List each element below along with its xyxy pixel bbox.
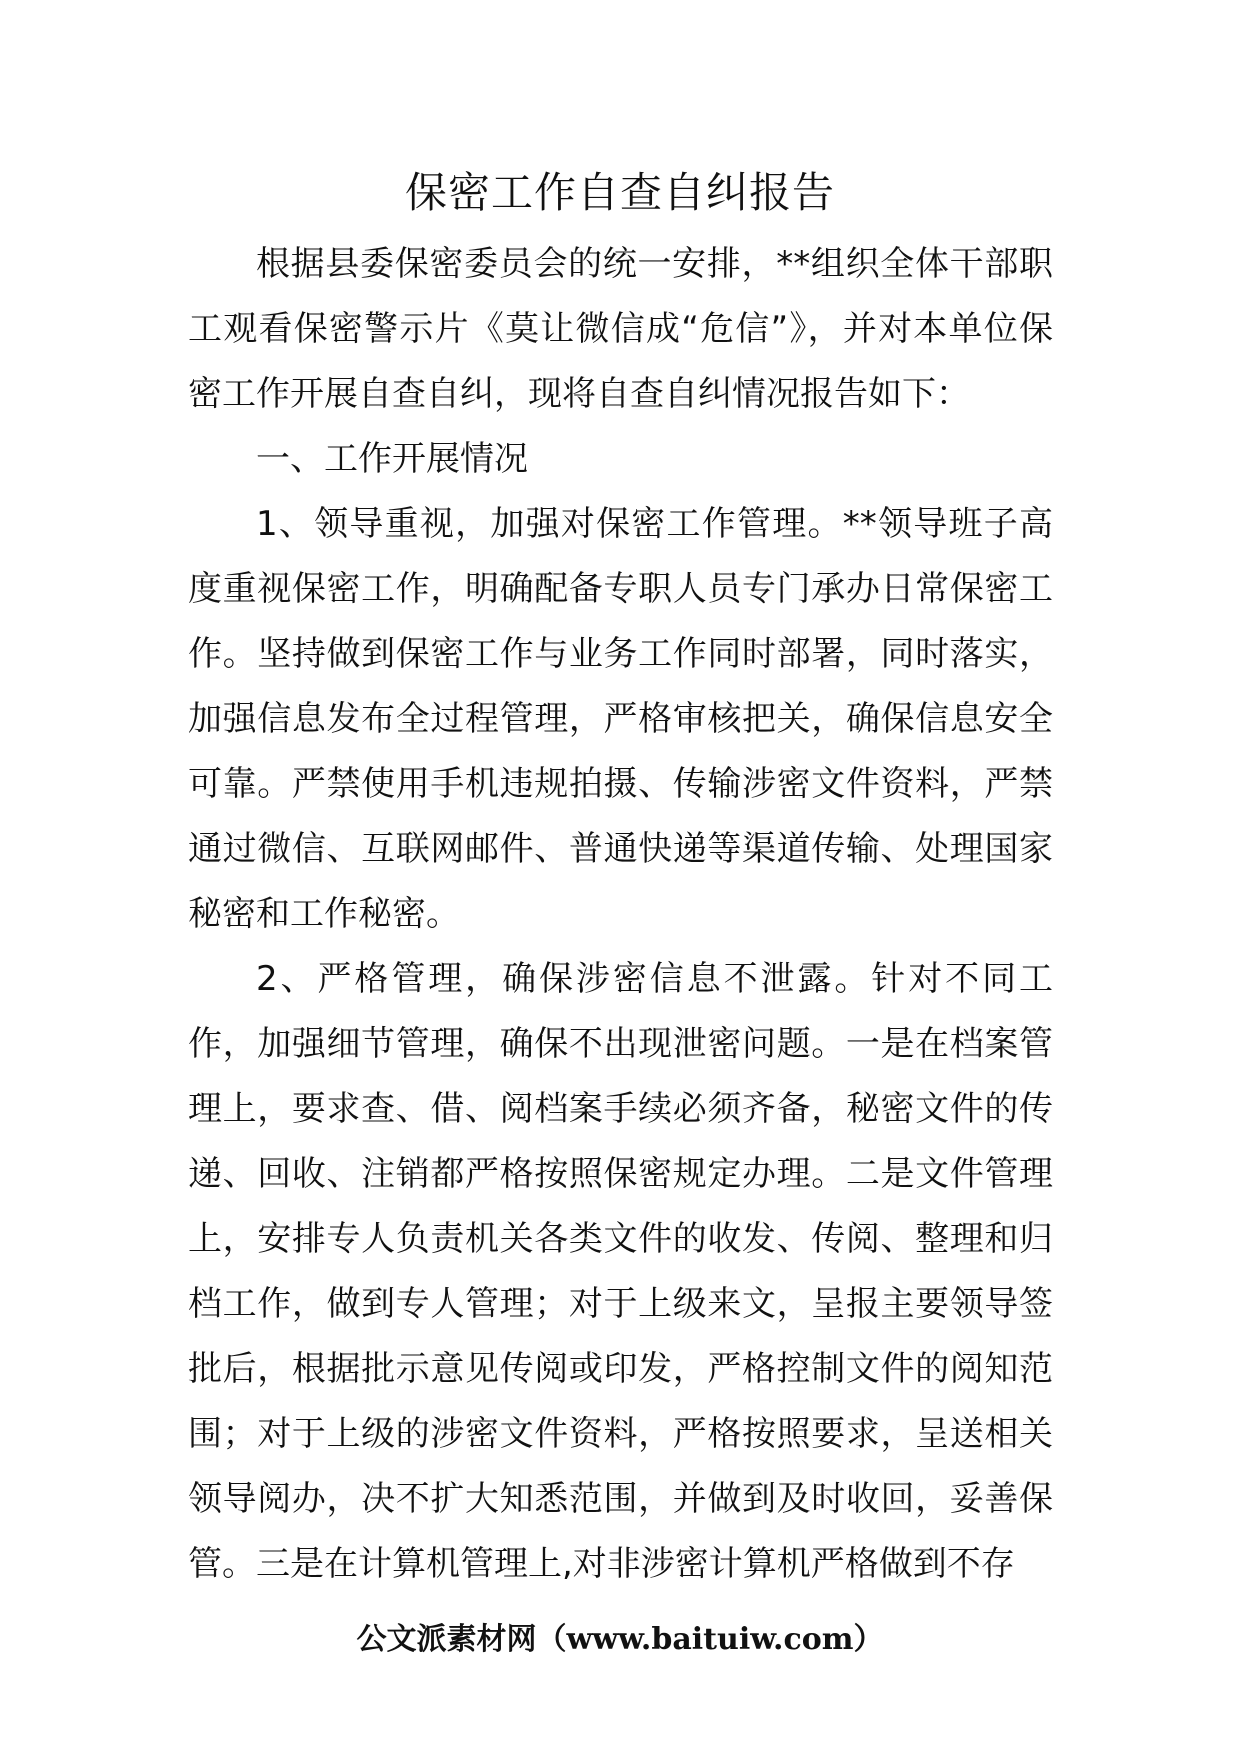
document-body (188, 232, 1053, 1597)
footer-watermark: 公文派素材网（www.baituiw.com） (356, 1622, 884, 1657)
paragraph-intro: 根据县委保密委员会的统一安排，**组织全体干部职工观看保密警示片《莫让微信成“危信”》，并对本单位保密工作开展自查自纠，现将自查自纠情况报告如下： (188, 244, 1053, 414)
section-heading: 一、工作开展情况 (256, 439, 528, 479)
document-title: 保密工作自查自纠报告 (404, 168, 835, 217)
paragraph-item-2: 2、严格管理，确保涉密信息不泄露。针对不同工作，加强细节管理，确保不出现泄密问题。一是在档案管理上，要求查、借、阅档案手续必须齐备，秘密文件的传递、回收、注销都严格按照保密规定办理。二是文件管理上，安排专人负责机关各类文件的收发、传阅、整理和归档工作，做到专人管理；对于上级来文，呈报主要领导签批后，根据批示意见传阅或印发，严格控制文件的阅知范围；对于上级的涉密文件资料，严格按照要求，呈送相关领导阅办，决不扩大知悉范围，并做到及时收回，妥善保管。三是在计算机管理上,对非涉密计算机严格做到不存 (188, 959, 1053, 1584)
paragraph-item-1: 1、领导重视，加强对保密工作管理。**领导班子高度重视保密工作，明确配备专职人员专门承办日常保密工作。坚持做到保密工作与业务工作同时部署，同时落实，加强信息发布全过程管理，严格审核把关，确保信息安全可靠。严禁使用手机违规拍摄、传输涉密文件资料，严禁通过微信、互联网邮件、普通快递等渠道传输、处理国家秘密和工作秘密。 (188, 504, 1053, 934)
